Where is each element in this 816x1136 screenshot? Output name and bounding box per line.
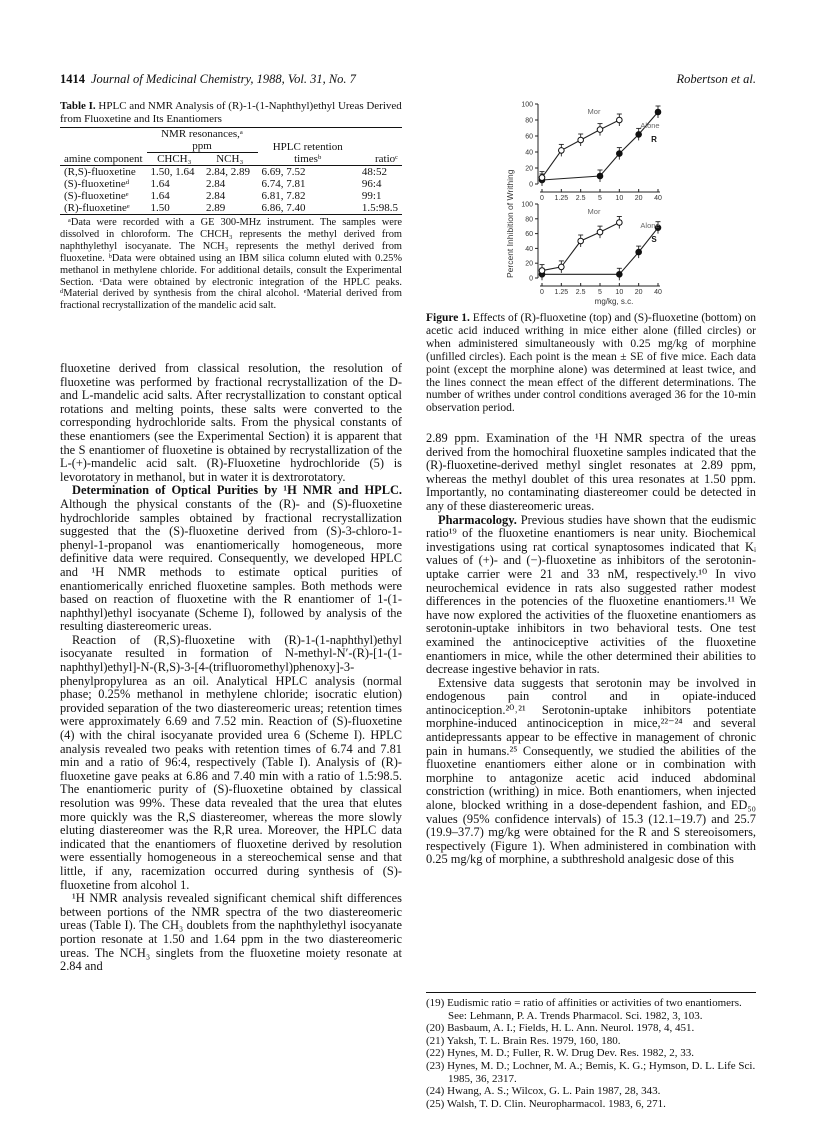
right-column-body [426,432,756,867]
table-footnotes: ᵃData were recorded with a GE 300-MHz instrument. The samples were dissolved in chloroform. The CHCH₃ represents the methyl derived from naphthylethyl isocyanate. The NCH₃ represents the methyl derived from fluoxetine. ᵇData were obtained using an IBM silica column eluted with 0.25% methanol in methylene chloride. For additional details, consult the Experimental Section. ᶜData were obtained by electronic integration of the HPLC peaks. ᵈMaterial derived by synthesis from the chiral alcohol. ᵉMaterial derived from fractional recrystallization of the mandelic acid salt. [60,217,402,312]
data-point [597,173,603,179]
y-tick-label: 80 [525,216,533,224]
page-number: 1414 [60,72,85,86]
x-tick-label: 10 [615,195,624,202]
data-point [636,132,642,138]
data-point [597,127,603,133]
table-grid [60,127,402,215]
data-point [617,151,623,157]
x-tick-label: 1.25 [554,195,569,202]
series-line [542,120,619,178]
header-chch3: CHCH₃ [157,153,192,165]
figure-caption: Figure 1. Effects of (R)-fluoxetine (top) and (S)-fluoxetine (bottom) on acetic acid induced writhing in mice either alone (filled circles) or when administered simultaneously with 0.25 mg/kg of morphine (unfilled circles). Each point is the mean ± SE of five mice. Each data point (except the morphine alone) was determined at least twice, and the lines connect the mean effect of the different determinations. The number of writhes under control conditions averaged 36 for the 10-min observation period. [426,312,756,415]
data-point [636,249,642,255]
x-tick-label: 0 [540,289,544,296]
paragraph: Pharmacology. Previous studies have shown that the eudismic ratio¹⁹ of the fluoxetine enantiomers is near unity. Biochemical investigations using rat cortical synaptosomes indicated that Kᵢ values of (+)- and (−)-fluoxetine as inhibitors of the serotonin-uptake carrier were 21 and 33 nM, respectively.¹⁰ In vivo neurochemical evidence in rats also suggested rather modest differences in the potencies of the fluoxetine enantiomers.¹¹ We have now explored the activities of the fluoxetine enantiomers as serotonin-uptake inhibitors in two behavioral tests. One test examined the antinociceptive activities of the fluoxetine enantiomers in mice, while the other determined their abilities to decrease ingestive behavior in rats. [426,512,756,677]
data-point [597,229,603,235]
references [426,992,756,1110]
paragraph: 2.89 ppm. Examination of the ¹H NMR spectra of the ureas derived from the homochiral fluoxetine samples indicated that the (R)-fluoxetine-derived methyl singlet resonates at 2.89 ppm, whereas the methyl doublet of this urea resonates at 1.50 ppm. Importantly, no contaminating diastereomer could be detected in any of these diastereomeric ureas. [426,431,756,513]
x-tick-label: 0 [540,195,544,202]
data-point [617,220,623,226]
x-tick-label: 20 [634,289,643,296]
header-amine: amine component [64,153,143,165]
y-tick-label: 0 [529,181,533,189]
y-tick-label: 0 [529,275,533,283]
table-row: (R)-fluoxetineᵉ 1.50 2.89 6.86, 7.40 1.5:98.5 [64,202,398,214]
y-tick-label: 100 [521,201,533,209]
annotation-label: Alone [640,221,660,230]
y-tick-label: 80 [525,117,533,125]
data-point [559,148,565,154]
paragraph: fluoxetine derived from classical resolution, the resolution of fluoxetine was performed by fractional recrystallization of the D- and L-mandelic acid salts. After recrystallization to constant optical rotations and melting points, these salts were converted to the corresponding hydrochloride salts. From the physical constants of these enantiomers (see the Experimental Section) it is apparent that the S enantiomer of fluoxetine is obtained by recrystallization of the L-(+)-mandelic acid salt. (R)-Fluoxetine hydrochloride (5) is levorotatory in methanol, but in water it is dextrorotatory. [60,361,402,484]
annotation-label: Mor [587,207,601,216]
reference-item: (21) Yaksh, T. L. Brain Res. 1979, 160, 180. [426,1034,621,1047]
left-column-body [60,362,402,974]
y-tick-label: 40 [525,245,533,253]
reference-item: (20) Basbaum, A. I.; Fields, H. L. Ann. Neurol. 1978, 4, 451. [426,1022,695,1035]
table-title: HPLC and NMR Analysis of (R)-1-(1-Naphthyl)ethyl Ureas Derived from Fluoxetine and Its Enantiomers [60,100,402,125]
data-point [617,272,623,278]
chart-panel-bottom [521,202,662,297]
y-tick-label: 100 [521,101,533,109]
panel-label: R [651,135,657,144]
data-point [617,117,623,123]
x-tick-label: 5 [598,195,602,202]
x-tick-label: 40 [654,195,662,202]
running-header-left [60,72,356,87]
data-point [539,175,545,181]
header-ratio: ratioᶜ [375,153,398,165]
journal-citation: Journal of Medicinal Chemistry, 1988, Vol. 31, No. 7 [91,72,356,86]
x-tick-label: 40 [654,289,662,296]
y-tick-label: 20 [525,165,533,173]
x-tick-label: 20 [634,195,643,202]
y-tick-label: 60 [525,231,533,239]
section-heading-optical-purity: Determination of Optical Purities by ¹H NMR and HPLC. [72,483,402,498]
x-tick-label: 2.5 [575,195,586,202]
table-row: (S)-fluoxetineᵈ 1.64 2.84 6.74, 7.81 96:4 [64,178,382,190]
table-caption [60,100,402,125]
x-axis-label: mg/kg, s.c. [594,297,634,306]
y-tick-label: 40 [525,149,533,157]
figure-1-chart [504,100,668,308]
paragraph: Determination of Optical Purities by ¹H NMR and HPLC. Although the physical constants of the (R)- and (S)-fluoxetine hydrochloride samples obtained by fractional recrystallization suggested that the (S)-fluoxetine derived from (S)-3-chloro-1-phenyl-1-propanol was enantiomerically homogeneous, more definitive data were required. Consequently, we developed HPLC and ¹H NMR methods to estimate optical purities of enantiomerically enriched fluoxetine samples. Both methods were based on reaction of fluoxetine with the R enantiomer of 1-(1-naphthyl)ethyl isocyanate (Scheme I), followed by analysis of the resulting diastereomeric ureas. [60,483,402,634]
paragraph: Extensive data suggests that serotonin may be involved in endogenous pain control and in opiate-induced antinociception.²⁰˒²¹ Serotonin-uptake inhibitors potentiate morphine-induced antinociception in mice,²²⁻²⁴ and several antidepressants appear to be effective in management of chronic pain in humans.²⁵ Consequently, we studied the abilities of the fluoxetine enantiomers either alone or in combination with morphine to antagonize acetic acid induced abdominal constriction (writhing) in mice. Both enantiomers, when injected alone, blocked writhing in a dose-dependent fashion, and ED₅₀ values (95% confidence intervals) of 15.3 (12.1–19.7) and 25.7 (19.9–37.7) mg/kg were obtained for the R and S stereoisomers, respectively (Figure 1). When administered in combination with 0.25 mg/kg of morphine, a subthreshold analgesic dose of this [426,675,756,867]
chart-panel-top [521,102,662,203]
header-nch3: NCH₃ [216,153,244,165]
annotation-label: Alone [640,121,660,130]
table-label: Table I. [60,100,96,112]
x-tick-label: 2.5 [575,289,586,296]
data-point [578,238,584,244]
y-tick-label: 60 [525,133,533,141]
header-hplc: HPLC retention timesᵇ [272,141,343,165]
y-axis-label: Percent Inhibition of Writhing [505,169,515,278]
reference-item: (22) Hynes, M. D.; Fuller, R. W. Drug Dev. Res. 1982, 2, 33. [426,1047,695,1060]
table-row: (R,S)-fluoxetine 1.50, 1.64 2.84, 2.89 6.69, 7.52 48:52 [64,166,387,178]
figure-label: Figure 1. [426,312,470,324]
data-point [559,264,565,270]
reference-item: (24) Hwang, A. S.; Wilcox, G. L. Pain 1987, 28, 343. [426,1085,661,1098]
table-row: (S)-fluoxetineᵉ 1.64 2.84 6.81, 7.82 99:1 [64,190,382,202]
data-point [655,109,661,115]
figure-1 [504,100,668,308]
data-point [578,137,584,143]
section-heading-pharmacology: Pharmacology. [438,512,517,527]
paragraph: Reaction of (R,S)-fluoxetine with (R)-1-(1-naphthyl)ethyl isocyanate resulted in formation of N-methyl-N′-(R)-[1-(1-naphthyl)ethyl]-N-(R,S)-3-[4-(trifluoromethyl)phenoxy]-3-phenylpropylurea as an oil. Analytical HPLC analysis (normal phase; 0.25% methanol in methylene chloride; isocratic elution) provided separation of the two diastereomeric ureas; retention times were approximately 6.69 and 7.52 min. Reaction of (S)-fluoxetine (4) with the chiral isocyanate provided urea 6 (Scheme I). HPLC analysis revealed two peaks with retention times of 6.74 and 7.81 min and a ratio of 96:4, respectively (Table I). Analysis of (R)-fluoxetine gave peaks at 6.86 and 7.40 min with a ratio of 1.5:98.5. The enantiomeric purity of (S)-fluoxetine obtained by classical resolution was 99%. These data revealed that the urea that elutes more quickly was the R,S diastereomer, whereas the more slowly eluting diastereomer was the R,R urea. Moreover, the HPLC data indicated that the enantiomers of fluoxetine derived by resolution were essentially homogeneous in a stereochemical sense and that little, if any, racemization occurred during synthesis of (S)-fluoxetine from alcohol 1. [60,632,402,892]
reference-item: (19) Eudismic ratio = ratio of affinities or activities of two enantiomers. See: Lehmann, P. A. Trends Pharmacol. Sci. 1982, 3, 103. [426,997,742,1022]
x-tick-label: 5 [598,289,602,296]
table-1 [60,100,402,312]
reference-item: (23) Hynes, M. D.; Lochner, M. A.; Bemis, K. G.; Hymson, D. L. Life Sci. 1985, 36, 2317. [426,1059,756,1085]
x-tick-label: 10 [615,289,624,296]
y-tick-label: 20 [525,260,533,268]
data-point [539,268,545,274]
reference-item: (25) Walsh, T. D. Clin. Neuropharmacol. 1983, 6, 271. [426,1097,666,1110]
header-nmr: NMR resonances,ᵃ ppm [147,128,258,153]
x-tick-label: 1.25 [554,289,569,296]
running-header-authors: Robertson et al. [676,72,756,86]
paragraph: ¹H NMR analysis revealed significant chemical shift differences between portions of the NMR spectra of the two diastereomeric ureas (Table I). The CH₃ doublets from the naphthylethyl isocyanate portion resonate at 1.50 and 1.64 ppm in the two diastereomeric ureas. The NCH₃ singlets from the fluoxetine moiety resonate at 2.84 and [60,891,402,974]
panel-label: S [651,235,657,244]
annotation-label: Mor [587,107,601,116]
